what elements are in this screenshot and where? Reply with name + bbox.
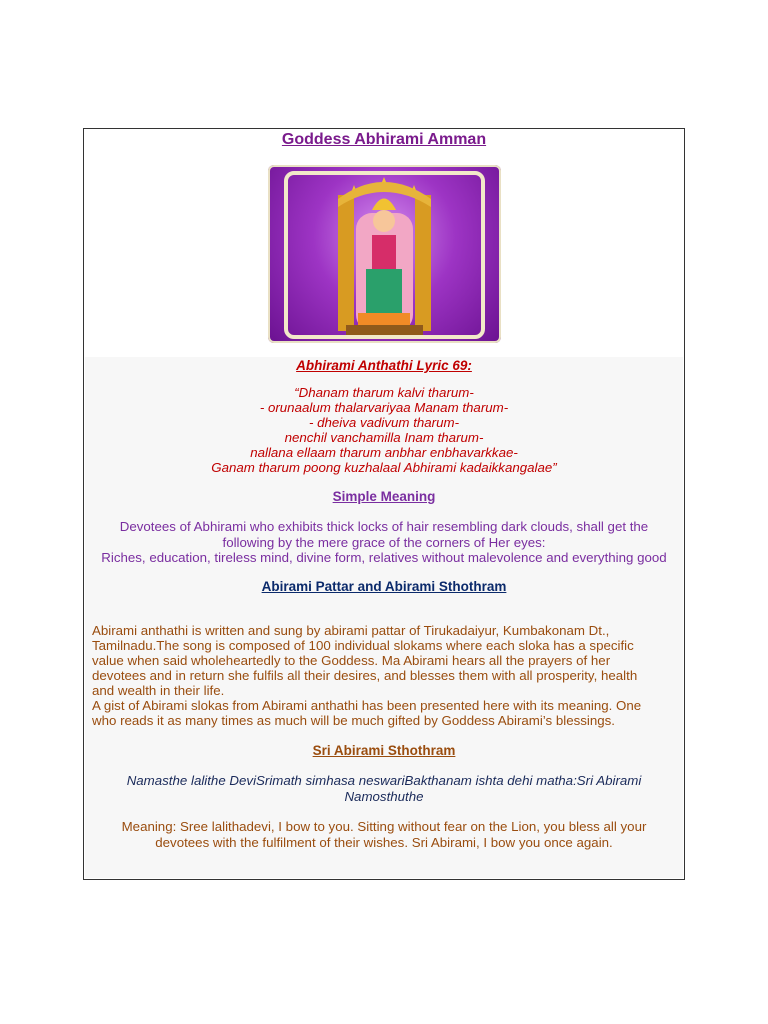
page-title: Goddess Abhirami Amman: [281, 131, 487, 148]
paragraph-line: who reads it as many times as much will be much gifted by Goddess Abirami’s blessings.: [92, 713, 615, 728]
lyrics-block: [85, 385, 683, 475]
paragraph-line: devotees and in return she fulfils all their desires, and blesses them with all prosperity, health: [92, 668, 638, 683]
paragraph-line: value when said wholeheartedly to the Goddess. Ma Abirami hears all the prayers of her: [92, 653, 611, 668]
simple-meaning-text: [85, 519, 683, 566]
meaning-line: Devotees of Abhirami who exhibits thick locks of hair resembling dark clouds, shall get the: [119, 519, 649, 534]
paragraph-line: Abirami anthathi is written and sung by abirami pattar of Tirukadaiyur, Kumbakonam Dt.,: [92, 623, 610, 638]
lyric-heading: Abhirami Anthathi Lyric 69:: [296, 358, 472, 373]
simple-meaning-heading: Simple Meaning: [332, 489, 436, 504]
sthothram-heading: Sri Abirami Sthothram: [312, 743, 456, 758]
lyric-line: - dheiva vadivum tharum-: [308, 415, 460, 430]
pattar-paragraph: [92, 623, 675, 728]
lyric-line: Ganam tharum poong kuzhalaal Abhirami kadaikkangalae”: [211, 460, 557, 475]
sthothram-meaning-line: Meaning: Sree lalithadevi, I bow to you. Sitting without fear on the Lion, you bless all your: [121, 819, 647, 834]
lyric-line: nallana ellaam tharum anbhar enbhavarkkae-: [250, 445, 518, 460]
sthothram-line: Namasthe lalithe DeviSrimath simhasa neswariBakthanam ishta dehi matha:Sri Abirami: [126, 773, 642, 788]
sthothram-text: [85, 773, 683, 804]
paragraph-line: A gist of Abirami slokas from Abirami anthathi has been presented here with its meaning. One: [92, 698, 642, 713]
pattar-heading: Abirami Pattar and Abirami Sthothram: [261, 579, 507, 594]
paragraph-line: and wealth in their life.: [92, 683, 225, 698]
goddess-idol-icon: [268, 165, 501, 343]
sthothram-line: Namosthuthe: [344, 788, 424, 804]
goddess-image: [268, 165, 501, 343]
paragraph-line: Tamilnadu.The song is composed of 100 individual slokams where each sloka has a specific: [92, 638, 634, 653]
content-panel: [85, 357, 683, 878]
lyric-line: “Dhanam tharum kalvi tharum-: [294, 385, 474, 400]
lyric-line: - orunaalum thalarvariyaa Manam tharum-: [259, 400, 509, 415]
meaning-line: following by the mere grace of the corners of Her eyes:: [222, 534, 546, 550]
sthothram-meaning: [85, 819, 683, 850]
content-frame: [83, 128, 685, 880]
lyric-line: nenchil vanchamilla Inam tharum-: [284, 430, 484, 445]
meaning-line: Riches, education, tireless mind, divine form, relatives without malevolence and everything good: [101, 550, 667, 565]
sthothram-meaning-line: devotees with the fulfilment of their wishes. Sri Abirami, I bow you once again.: [155, 834, 613, 850]
